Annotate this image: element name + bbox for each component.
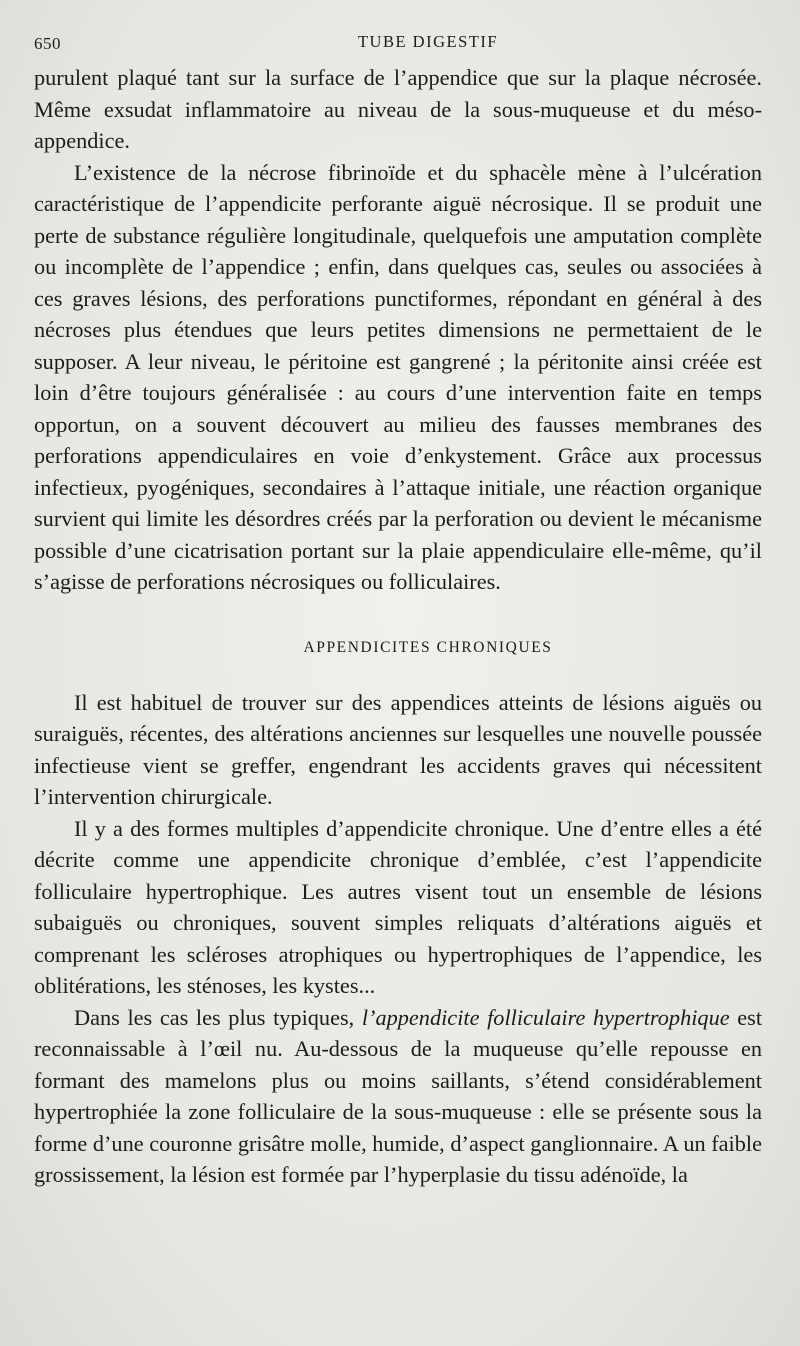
paragraph-continued: purulent plaqué tant sur la surface de l’appendice que sur la plaque nécrosée. Même exsudat inflammatoire au niveau de la sous-muqueuse et du méso-appendice. [34,65,762,153]
paragraph-folliculaire [34,1002,762,1191]
running-head [34,28,762,62]
paragraph-lead: Dans les cas les plus typiques, [74,1004,362,1030]
paragraph-habituel: Il est habituel de trouver sur des appendices atteints de lésions aiguës ou suraiguës, récentes, des altérations anciennes sur lesquelles une nouvelle poussée infectieuse vient se greffer, engendrant les accidents graves qui nécessitent l’intervention chirurgicale. [34,689,762,809]
section-heading: APPENDICITES CHRONIQUES [303,638,553,656]
paragraph-rest: est reconnaissable à l’œil nu. Au-dessous de la muqueuse qu’elle repousse en formant des mamelons plus ou moins saillants, s’étend considérablement hypertrophiée la zone folliculaire de la sous-muqueuse : elle se présente sous la forme d’une couronne grisâtre molle, humide, d’aspect ganglionnaire. A un faible grossissement, la lésion est formée par l’hyperplasie du tissu adénoïde, la [34,1004,763,1187]
running-title: TUBE DIGESTIF [357,32,499,51]
page-number: 650 [34,34,61,53]
paragraph-necrose: L’existence de la nécrose fibrinoïde et du sphacèle mène à l’ulcération caractéristique de l’appendicite perforante aiguë nécrosique. Il se produit une perte de substance régulière longitudinale, quelquefois une amputation complète ou incomplète de l’appendice ; enfin, dans quelques cas, seules ou associées à ces graves lésions, des perforations punctiformes, répondant en général à des nécroses plus étendues que leurs petites dimensions ne permettaient de le supposer. A leur niveau, le péritoine est gangrené ; la péritonite ainsi créée est loin d’être toujours généralisée : au cours d’une intervention faite en temps opportun, on a souvent découvert au milieu des fausses membranes des perforations appendiculaires en voie d’enkystement. Grâce aux processus infectieux, pyogéniques, secondaires à l’attaque initiale, une réaction organique survient qui limite les désordres créés par la perforation ou devient le mécanisme possible d’une cicatrisation portant sur la plaie appendiculaire elle-même, qu’il s’agisse de perforations nécrosiques ou folliculaires. [34,159,762,594]
paragraph-formes-multiples: Il y a des formes multiples d’appendicite chronique. Une d’entre elles a été décrite comme une appendicite chronique d’emblée, c’est l’appendicite folliculaire hypertrophique. Les autres visent tout un ensemble de lésions subaiguës ou chroniques, souvent simples reliquats d’altérations aiguës et comprenant les scléroses atrophiques ou hypertrophiques de l’appendice, les oblitérations, les sténoses, les kystes... [34,815,762,998]
italic-term: l’appendicite folliculaire hypertrophique [361,1004,730,1030]
